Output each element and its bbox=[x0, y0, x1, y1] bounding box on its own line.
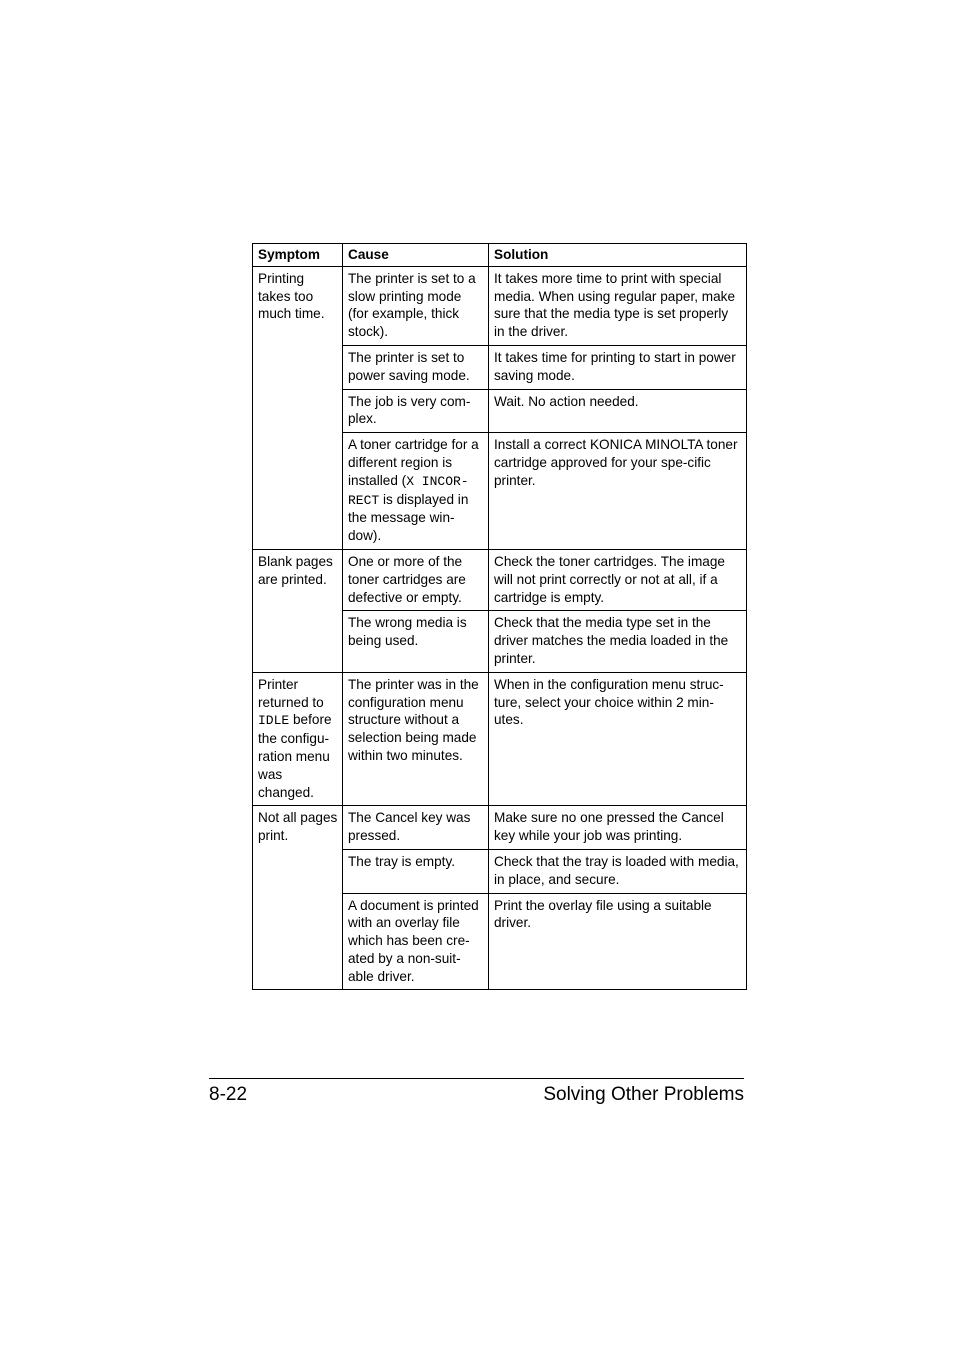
troubleshooting-table bbox=[252, 243, 747, 990]
status-code: IDLE bbox=[258, 713, 290, 729]
symptom-cell bbox=[253, 672, 343, 806]
cause-cell: A document is printed with an overlay file which has been cre-ated by a non-suit-able driver. bbox=[343, 893, 489, 990]
cause-cell: The printer is set to a slow printing mode (for example, thick stock). bbox=[343, 266, 489, 345]
solution-cell: Check the toner cartridges. The image will not print correctly or not at all, if a cartridge is empty. bbox=[489, 549, 747, 610]
solution-cell: When in the configuration menu struc-ture, select your choice within 2 min-utes. bbox=[489, 672, 747, 806]
cause-cell: The printer is set to power saving mode. bbox=[343, 345, 489, 389]
table-header-row bbox=[253, 244, 747, 267]
cause-cell: The tray is empty. bbox=[343, 849, 489, 893]
symptom-cell: Printing takes too much time. bbox=[253, 266, 343, 549]
solution-cell: Make sure no one pressed the Cancel key while your job was printing. bbox=[489, 806, 747, 850]
solution-cell: Check that the tray is loaded with media, in place, and secure. bbox=[489, 849, 747, 893]
symptom-text: before the configu-ration menu was changed. bbox=[258, 712, 332, 800]
section-title: Solving Other Problems bbox=[543, 1084, 744, 1105]
solution-cell: It takes time for printing to start in power saving mode. bbox=[489, 345, 747, 389]
solution-cell: Print the overlay file using a suitable driver. bbox=[489, 893, 747, 990]
solution-cell: Wait. No action needed. bbox=[489, 389, 747, 433]
page-number: 8-22 bbox=[209, 1084, 248, 1105]
page-footer bbox=[209, 1078, 744, 1105]
solution-cell: Install a correct KONICA MINOLTA toner cartridge approved for your spe-cific printer. bbox=[489, 433, 747, 550]
cause-text: A toner cartridge for a different region is installed ( bbox=[348, 437, 479, 488]
cause-text: is displayed in the message win-dow). bbox=[348, 491, 469, 544]
column-header-cause: Cause bbox=[343, 244, 489, 267]
cause-cell: The wrong media is being used. bbox=[343, 611, 489, 672]
message-code: X INCOR-RECT bbox=[348, 473, 469, 508]
symptom-cell: Not all pages print. bbox=[253, 806, 343, 990]
table-row bbox=[253, 806, 747, 850]
cause-cell: The Cancel key was pressed. bbox=[343, 806, 489, 850]
symptom-cell: Blank pages are printed. bbox=[253, 549, 343, 672]
column-header-symptom: Symptom bbox=[253, 244, 343, 267]
cause-cell: One or more of the toner cartridges are defective or empty. bbox=[343, 549, 489, 610]
table-row bbox=[253, 266, 747, 345]
cause-cell: The printer was in the configuration menu structure without a selection being made within two minutes. bbox=[343, 672, 489, 806]
table-row bbox=[253, 672, 747, 806]
cause-cell: The job is very com-plex. bbox=[343, 389, 489, 433]
table-row bbox=[253, 549, 747, 610]
solution-cell: It takes more time to print with special media. When using regular paper, make sure that the media type is set properly in the driver. bbox=[489, 266, 747, 345]
solution-cell: Check that the media type set in the driver matches the media loaded in the printer. bbox=[489, 611, 747, 672]
symptom-text: Printer returned to bbox=[258, 676, 324, 710]
column-header-solution: Solution bbox=[489, 244, 747, 267]
cause-cell bbox=[343, 433, 489, 550]
